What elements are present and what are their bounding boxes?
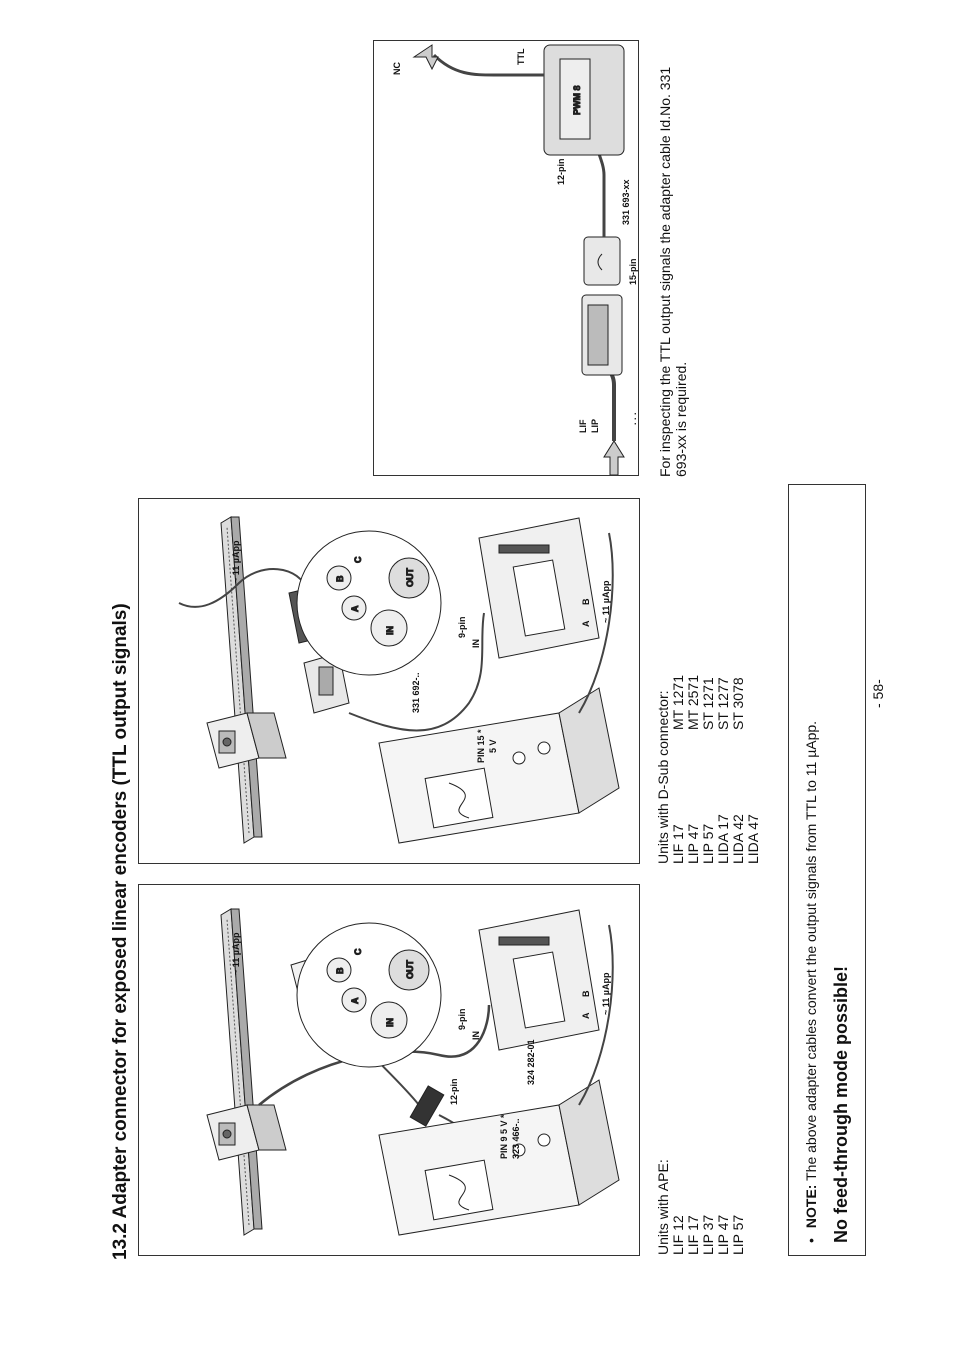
figure-ape-setup — [138, 884, 640, 1256]
cable-label: 331 692-.. — [411, 672, 421, 713]
fifteen-pin-label: 15-pin — [628, 258, 638, 285]
cable-b-label: 324 282-01 — [526, 1039, 536, 1085]
in-label: IN — [471, 639, 481, 648]
pin-label: PIN 15 * — [476, 729, 486, 763]
current-label: ~ 11 µApp — [601, 580, 611, 623]
svg-text:C: C — [353, 556, 363, 563]
note-box — [788, 484, 866, 1256]
units-dsub-list-col2 — [671, 630, 746, 730]
adapter-caption: For inspecting the TTL output signals the adapter cable Id.No. 331 693-xx is required. — [657, 66, 689, 477]
twelve-pin-label: 12-pin — [556, 158, 566, 185]
connector-magnifier — [297, 531, 441, 675]
dsub-female-connector — [584, 237, 620, 285]
pin-label: PIN 9 5 V * — [499, 1114, 509, 1159]
lip-label: LIP — [590, 418, 600, 433]
note-label: NOTE: — [803, 1184, 819, 1229]
reading-head — [207, 1105, 286, 1160]
a-label: A — [581, 620, 591, 627]
dsub-setup-illustration — [139, 499, 639, 863]
current-label: ~ 11 µApp — [601, 972, 611, 1015]
current-label-top: ~ 11 µApp — [231, 932, 241, 975]
svg-text:OUT: OUT — [405, 960, 415, 979]
list-item: MT 1271 — [670, 675, 686, 730]
list-item: LIDA 17 — [715, 814, 731, 864]
list-item: LIDA 47 — [745, 814, 761, 864]
list-item: LIP 47 — [685, 823, 701, 864]
nine-pin-label: 9-pin — [457, 1008, 467, 1030]
list-item: LIDA 42 — [730, 814, 746, 864]
units-dsub-heading: Units with D-Sub connector: — [655, 690, 671, 864]
dsub-male-connector — [582, 295, 622, 375]
svg-text:A: A — [350, 997, 360, 1004]
connector-magnifier — [297, 923, 441, 1067]
svg-text:B: B — [335, 575, 345, 582]
b-label: B — [581, 990, 591, 997]
list-item: ST 1271 — [700, 677, 716, 730]
figure-dsub-setup — [138, 498, 640, 864]
note-text: The above adapter cables convert the output signals from TTL to 11 µApp. — [803, 720, 819, 1185]
note-bullet: • — [803, 1238, 819, 1243]
ttl-label: TTL — [516, 48, 526, 65]
section-title: 13.2 Adapter connector for exposed linear encoders (TTL output signals) — [110, 603, 131, 1260]
reading-head — [207, 713, 286, 768]
a-label: A — [581, 1012, 591, 1019]
svg-text:IN: IN — [385, 626, 395, 635]
page-number: - 58- — [870, 679, 886, 708]
current-label-top: ~ 11 µApp — [231, 540, 241, 583]
svg-text:C: C — [353, 948, 363, 955]
volt-label: 5 V — [488, 739, 498, 753]
svg-text:PWM 8: PWM 8 — [572, 85, 582, 115]
list-item: LIP 57 — [730, 1214, 746, 1255]
plug-label: 12-pin — [449, 1078, 459, 1105]
list-item: LIF 12 — [670, 1215, 686, 1255]
nc-arrow — [414, 45, 438, 69]
ape-setup-illustration — [139, 885, 639, 1255]
svg-text:OUT: OUT — [405, 568, 415, 587]
list-item: ST 3078 — [730, 677, 746, 730]
left-arrow — [604, 441, 624, 475]
nc-label: NC — [392, 62, 402, 75]
list-item: LIP 47 — [715, 1214, 731, 1255]
in-label: IN — [471, 1031, 481, 1040]
adapter-cable-illustration — [374, 41, 638, 475]
list-item: LIF 17 — [670, 824, 686, 864]
list-item: MT 2571 — [685, 675, 701, 730]
figure-adapter-cable — [373, 40, 639, 476]
list-item: LIP 37 — [700, 1214, 716, 1255]
cable-a-label: 323 466-.. — [511, 1118, 521, 1159]
units-ape-heading: Units with APE: — [655, 1159, 671, 1255]
lif-label: LIF — [578, 419, 588, 433]
nine-pin-label: 9-pin — [457, 616, 467, 638]
twelve-pin-connector — [410, 1086, 444, 1126]
list-item: ST 1277 — [715, 677, 731, 730]
svg-text:B: B — [335, 967, 345, 974]
cable-label: 331 693-xx — [621, 179, 631, 225]
scale-rail — [221, 909, 262, 1235]
svg-text:A: A — [350, 605, 360, 612]
units-ape-list — [656, 1055, 746, 1255]
note-line — [803, 721, 819, 1243]
counter-device — [479, 910, 599, 1050]
no-feed-through-warning: No feed-through mode possible! — [831, 966, 851, 1243]
scale-rail — [221, 517, 262, 843]
counter-device — [479, 518, 599, 658]
list-item: LIF 17 — [685, 1215, 701, 1255]
b-label: B — [581, 598, 591, 605]
list-item: LIP 57 — [700, 823, 716, 864]
svg-text:IN: IN — [385, 1018, 395, 1027]
pwm8-device — [544, 45, 624, 155]
dots-label: . . . — [628, 412, 638, 425]
